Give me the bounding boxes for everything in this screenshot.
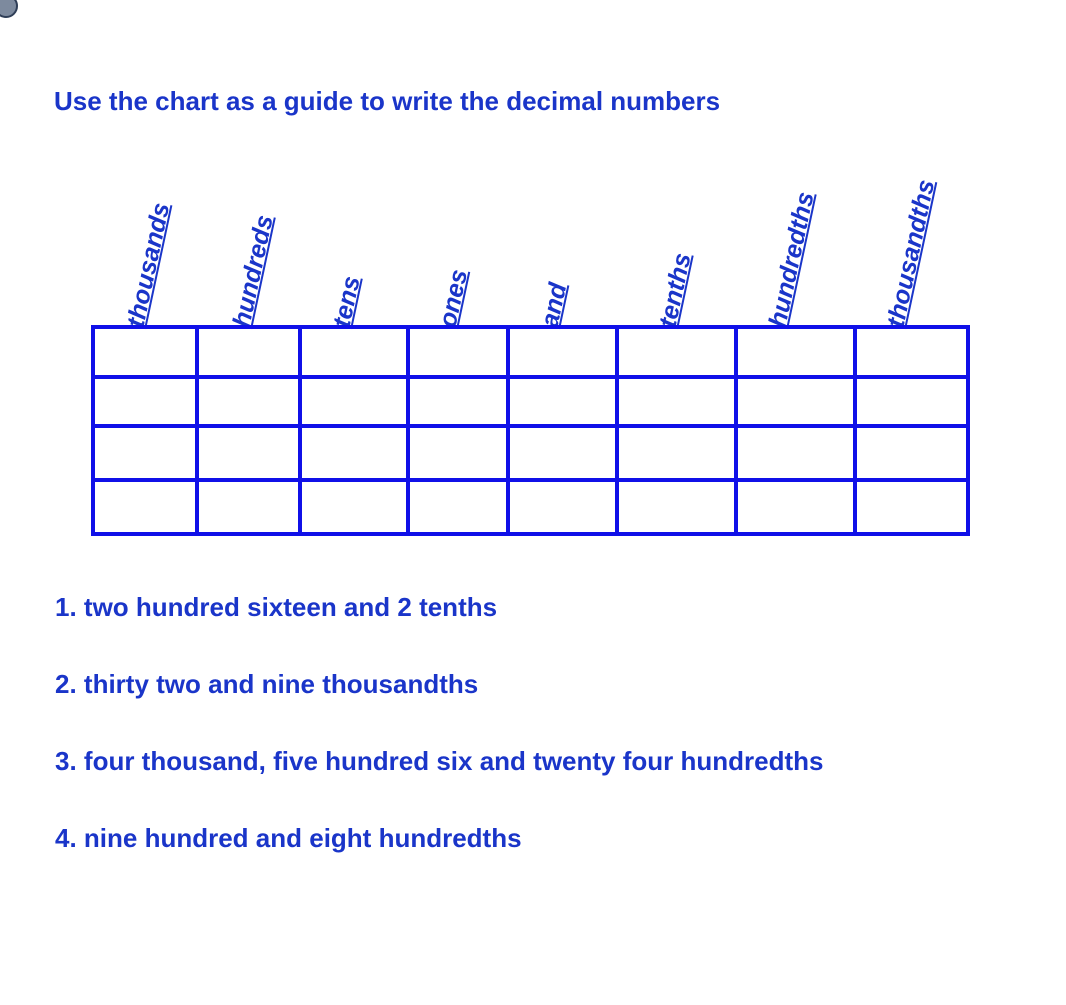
grid-cell[interactable] (617, 480, 736, 534)
grid-cell[interactable] (300, 327, 408, 377)
grid-cell[interactable] (855, 327, 968, 377)
place-value-grid (91, 325, 970, 536)
grid-row (93, 377, 968, 426)
column-header-label: thousandths (881, 177, 941, 330)
column-header-label: tens (327, 273, 366, 330)
grid-cell[interactable] (93, 327, 197, 377)
grid-cell[interactable] (300, 426, 408, 480)
grid-cell[interactable] (736, 327, 855, 377)
grid-cell[interactable] (197, 327, 300, 377)
grid-cell[interactable] (197, 426, 300, 480)
grid-cell[interactable] (508, 426, 617, 480)
grid-cell[interactable] (508, 327, 617, 377)
grid-cell[interactable] (408, 426, 508, 480)
grid-cell[interactable] (300, 377, 408, 426)
grid-cell[interactable] (617, 327, 736, 377)
column-header-label: hundreds (227, 212, 279, 330)
grid-cell[interactable] (408, 377, 508, 426)
grid-cell[interactable] (736, 426, 855, 480)
column-header-label: tenths (653, 250, 697, 330)
grid-cell[interactable] (855, 377, 968, 426)
column-header-label: thousands (121, 200, 176, 330)
column-header-label: and (535, 280, 573, 330)
grid-cell[interactable] (855, 426, 968, 480)
problem-list (55, 592, 823, 900)
grid-cell[interactable] (197, 377, 300, 426)
grid-cell[interactable] (93, 480, 197, 534)
grid-cell[interactable] (736, 480, 855, 534)
grid-row (93, 480, 968, 534)
problem-item: 1. two hundred sixteen and 2 tenths (55, 592, 498, 622)
instruction-heading: Use the chart as a guide to write the decimal numbers (54, 86, 721, 116)
problem-item: 4. nine hundred and eight hundredths (55, 823, 522, 853)
column-header-label: hundredths (763, 189, 820, 330)
grid-cell[interactable] (617, 377, 736, 426)
problem-item: 3. four thousand, five hundred six and twenty four hundredths (55, 746, 824, 776)
column-headers (0, 0, 1066, 330)
column-header-label: ones (433, 266, 474, 330)
grid-cell[interactable] (617, 426, 736, 480)
grid-cell[interactable] (508, 377, 617, 426)
grid-cell[interactable] (736, 377, 855, 426)
grid-cell[interactable] (508, 480, 617, 534)
grid-cell[interactable] (855, 480, 968, 534)
problem-item: 2. thirty two and nine thousandths (55, 669, 479, 699)
grid-cell[interactable] (408, 480, 508, 534)
grid-cell[interactable] (93, 426, 197, 480)
grid-cell[interactable] (93, 377, 197, 426)
grid-cell[interactable] (300, 480, 408, 534)
grid-cell[interactable] (197, 480, 300, 534)
grid-row (93, 426, 968, 480)
grid-row (93, 327, 968, 377)
grid-cell[interactable] (408, 327, 508, 377)
